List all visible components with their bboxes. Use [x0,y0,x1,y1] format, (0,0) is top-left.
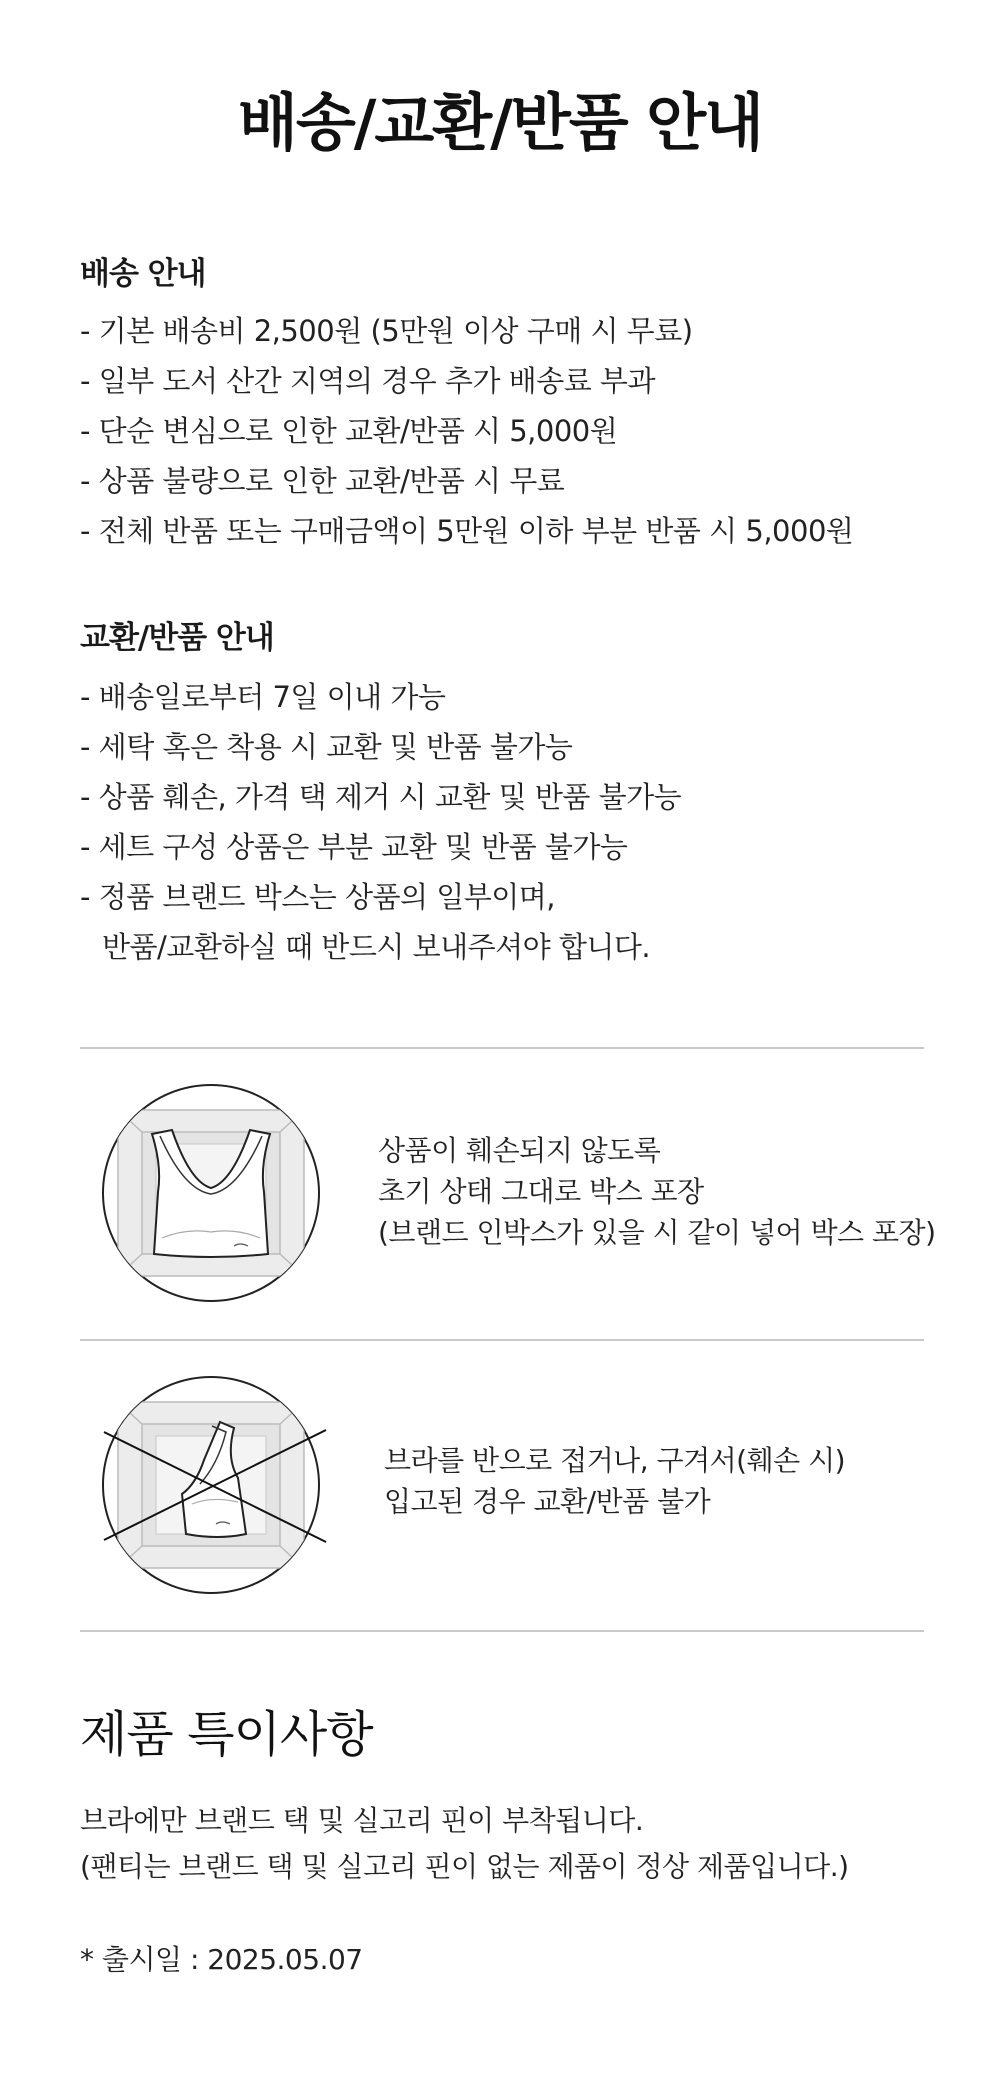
list-item-line2: 반품/교환하실 때 반드시 보내주셔야 합니다. [102,930,651,964]
caption-line: 입고된 경우 교환/반품 불가 [384,1485,711,1518]
caption-line: (브랜드 인박스가 있을 시 같이 넣어 박스 포장) [378,1216,936,1249]
divider [80,1047,924,1049]
shipping-heading: 배송 안내 [80,256,206,292]
special-notes-title: 제품 특이사항 [80,1706,373,1763]
divider [80,1339,924,1341]
list-item: - 상품 훼손, 가격 택 제거 시 교환 및 반품 불가능 [80,780,682,814]
list-item: - 배송일로부터 7일 이내 가능 [80,680,446,714]
exchange-heading: 교환/반품 안내 [80,620,274,656]
list-item: - 전체 반품 또는 구매금액이 5만원 이하 부분 반품 시 5,000원 [80,514,854,548]
special-notes-body [80,1798,849,1890]
list-item: - 세트 구성 상품은 부분 교환 및 반품 불가능 [80,830,628,864]
packing-ng-caption [384,1440,845,1522]
crumpled-bra-prohibited-icon [100,1374,330,1596]
page-title: 배송/교환/반품 안내 [237,86,762,159]
special-note-line: (팬티는 브랜드 택 및 실고리 핀이 없는 제품이 정상 제품입니다.) [80,1850,849,1883]
release-date: * 출시일 : 2025.05.07 [80,1943,363,1976]
list-item-line1: - 정품 브랜드 박스는 상품의 일부이며, [80,880,555,914]
list-item: - 세탁 혹은 착용 시 교환 및 반품 불가능 [80,730,573,764]
list-item: - 단순 변심으로 인한 교환/반품 시 5,000원 [80,414,618,448]
caption-line: 초기 상태 그대로 박스 포장 [378,1175,704,1208]
shipping-list [80,306,853,556]
list-item: - 일부 도서 산간 지역의 경우 추가 배송료 부과 [80,364,655,398]
divider [80,1630,924,1632]
special-note-line: 브라에만 브랜드 택 및 실고리 핀이 부착됩니다. [80,1804,644,1837]
exchange-list [80,672,681,972]
caption-line: 브라를 반으로 접거나, 구겨서(훼손 시) [384,1444,846,1477]
caption-line: 상품이 훼손되지 않도록 [378,1134,661,1167]
list-item: - 상품 불량으로 인한 교환/반품 시 무료 [80,464,565,498]
packed-bra-box-icon [100,1082,322,1304]
list-item [80,872,681,972]
list-item: - 기본 배송비 2,500원 (5만원 이상 구매 시 무료) [80,314,693,348]
packing-ok-caption [378,1130,936,1253]
